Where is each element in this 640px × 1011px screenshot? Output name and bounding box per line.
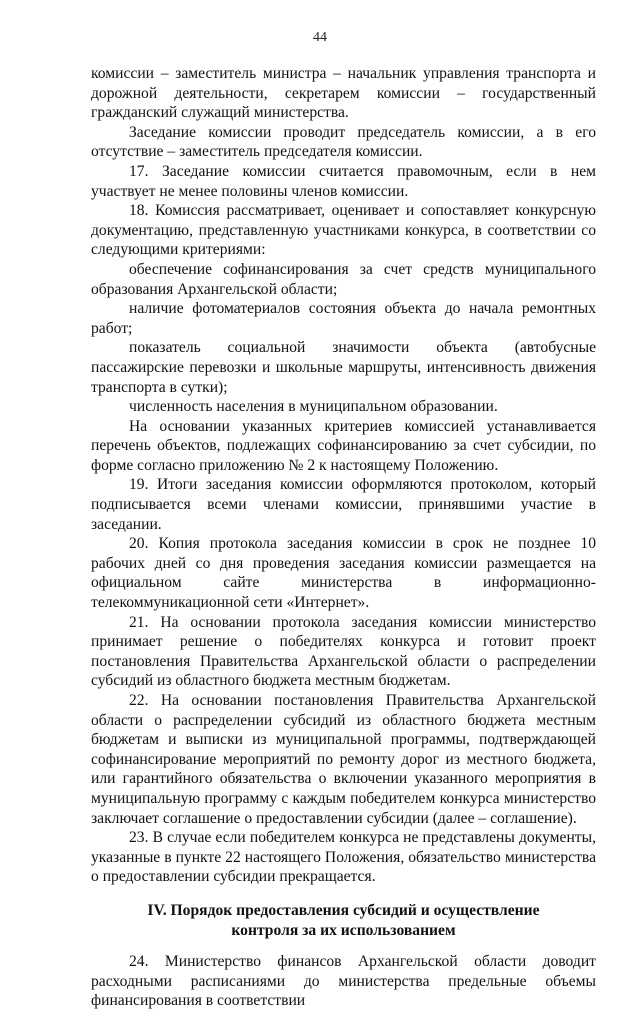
paragraph: 17. Заседание комиссии считается правомочным, если в нем участвует не менее половины членов комиссии. (91, 162, 596, 200)
section-heading (91, 901, 596, 940)
paragraph: комиссии – заместитель министра – начальник управления транспорта и дорожной деятельности, секретарем комиссии – государственный гражданский служащий министерства. (91, 65, 596, 122)
page-number: 44 (313, 30, 327, 45)
paragraph: обеспечение софинансирования за счет средств муниципального образования Архангельской области; (91, 260, 596, 298)
paragraph: 22. На основании постановления Правительства Архангельской области о распределении субсидий из областного бюджета местным бюджетам и выписки из муниципальной программы, подтверждающей софинансирование мероприятий по ремонту дорог из местного бюджета, или гарантийного обязательства о включении указанного мероприятия в муниципальную программу с каждым победителем конкурса министерство заключает соглашение о предоставлении субсидии (далее – соглашение). (91, 692, 596, 827)
paragraph: 19. Итоги заседания комиссии оформляются протоколом, который подписывается всеми членами комиссии, принявшими участие в заседании. (91, 476, 596, 533)
section-heading-line-1: IV. Порядок предоставления субсидий и осуществление (147, 901, 540, 919)
paragraph: численность населения в муниципальном образовании. (129, 398, 498, 416)
paragraph: 18. Комиссия рассматривает, оценивает и сопоставляет конкурсную документацию, представленную участниками конкурса, в соответствии со следующими критериями: (91, 202, 596, 259)
document-body (91, 64, 596, 1011)
paragraph: На основании указанных критериев комиссией устанавливается перечень объектов, подлежащих софинансированию за счет субсидии, по форме согласно приложению № 2 к настоящему Положению. (91, 417, 596, 474)
paragraph: 23. В случае если победителем конкурса не представлены документы, указанные в пункте 22 настоящего Положения, обязательство министерства о предоставлении субсидии прекращается. (91, 829, 596, 886)
paragraph: Заседание комиссии проводит председатель комиссии, а в его отсутствие – заместитель председателя комиссии. (91, 123, 596, 161)
paragraph: 24. Министерство финансов Архангельской области доводит расходными расписаниями до министерства предельные объемы финансирования в соответствии (91, 953, 596, 1010)
paragraph: наличие фотоматериалов состояния объекта до начала ремонтных работ; (91, 300, 596, 337)
paragraph: 20. Копия протокола заседания комиссии в срок не позднее 10 рабочих дней со дня проведения заседания комиссии размещается на официальном сайте министерства в информационно-телекоммуникационной сети «Интернет». (91, 535, 596, 612)
paragraph: 21. На основании протокола заседания комиссии министерство принимает решение о победителях конкурса и готовит проект постановления Правительства Архангельской области о распределении субсидий из областного бюджета местным бюджетам. (91, 613, 596, 690)
section-heading-line-2: контроля за их использованием (231, 921, 456, 939)
paragraph: показатель социальной значимости объекта (автобусные пассажирские перевозки и школьные маршруты, интенсивность движения транспорта в сутки); (91, 339, 596, 396)
